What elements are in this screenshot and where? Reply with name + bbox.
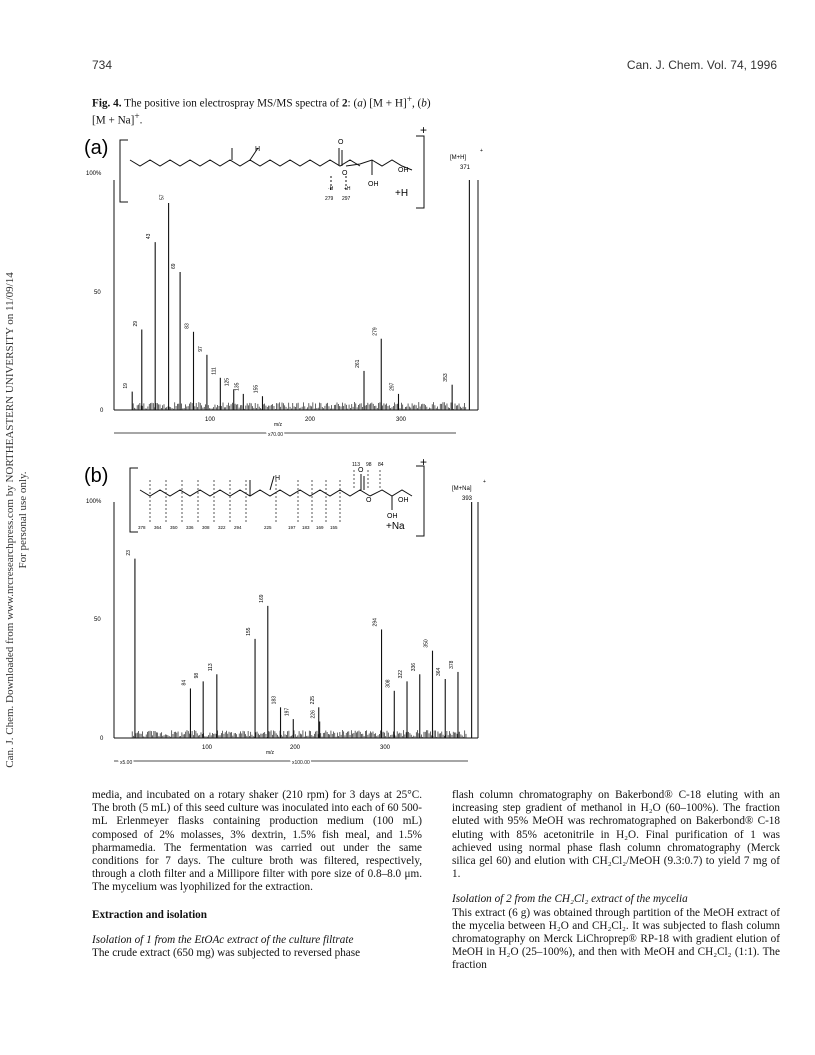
peak-label-169: 169 (258, 594, 265, 603)
structure-b-frag-350: 350 (170, 525, 178, 530)
peak-label-69: 69 (171, 263, 178, 269)
xtick-a-200: 200 (305, 417, 316, 423)
download-notice-line-2: For personal use only. (17, 471, 29, 569)
structure-a-fragment-297: 297 (342, 196, 351, 202)
peak-label-97: 97 (197, 346, 204, 352)
xtick-a-100: 100 (205, 417, 216, 423)
precursor-charge-b: + (483, 479, 486, 485)
body-right-paragraph-1: flash column chromatography on Bakerbond® C-18 eluting with an increasing step gradient of methanol in H₂O (60–100%). The fraction eluted with 95% MeOH was rechromatographed on Bakerbond® C-18 eluting with 85% acetonitrile in H₂O. Final purification of 1 was achieved using normal phase flash column chromatography (Merck silica gel 60) and elution with CH₂Cl₂/MeOH (9.3:0.7) to yield 7 mg of 1. (452, 789, 780, 881)
structure-b-bottom-fragments (138, 525, 338, 530)
xtick-b-200: 200 (290, 745, 301, 751)
peak-label-378: 378 (448, 660, 455, 669)
ytick-a-0: 0 (100, 408, 104, 414)
xtick-a-300: 300 (396, 417, 407, 423)
peak-label-23: 23 (125, 550, 132, 556)
structure-a-h-label: H (255, 146, 261, 153)
peak-label-155: 155 (253, 384, 260, 394)
peak-label-353: 353 (443, 373, 450, 382)
xtick-b-100: 100 (202, 745, 213, 751)
structure-b-carbonyl-o: O (358, 467, 364, 474)
caption-text-1: The positive ion electrospray MS/MS spectra of (124, 97, 340, 110)
page-number: 734 (92, 58, 113, 72)
structure-b-frag-98: 98 (366, 462, 372, 468)
download-notice (4, 200, 44, 840)
structure-a-charge: + (420, 123, 428, 137)
structure-b-frag-378: 378 (138, 525, 146, 530)
ytick-a-100: 100% (86, 171, 102, 177)
panel-label-b: (b) (84, 465, 109, 487)
structure-a-fragment-279: 279 (325, 196, 334, 202)
precursor-label-a: [M+H] (450, 155, 467, 161)
panel-label-a: (a) (84, 137, 109, 159)
xtick-b-300: 300 (380, 745, 391, 751)
ytick-b-50: 50 (94, 617, 101, 623)
xlabel-b: m/z (266, 750, 275, 756)
magnification-b-left: x5.00 (120, 760, 133, 766)
subheading-isolation-2: Isolation of 2 from the CH₂Cl₂ extract of the mycelia (452, 893, 688, 906)
magnification-a: x70.00 (268, 432, 284, 438)
peaks-a (123, 180, 469, 410)
peak-label-322: 322 (398, 670, 405, 679)
structure-b-frag-225: 225 (264, 525, 272, 530)
peak-label-57: 57 (159, 194, 166, 200)
download-notice-line-1: Can. J. Chem. Downloaded from www.nrcresearchpress.com by NORTHEASTERN UNIVERSITY on 11/09/14 (4, 272, 16, 768)
peak-label-135: 135 (234, 382, 241, 391)
ytick-b-100: 100% (86, 499, 102, 505)
caption-sup-1: + (406, 95, 412, 105)
caption-panel-b: b (421, 97, 427, 110)
peak-label-350: 350 (423, 639, 430, 648)
structure-a-h-transfer-1: ·H (328, 186, 334, 192)
body-left-paragraph-2: The crude extract (650 mg) was subjected to reversed phase (92, 947, 361, 960)
peak-label-83: 83 (184, 323, 191, 329)
structure-a-h-transfer-2: +H (344, 186, 351, 192)
peak-label-226: 226 (310, 710, 317, 719)
structure-b-ester-o: O (366, 497, 372, 504)
body-left-column (92, 789, 422, 960)
structure-a-oh-1: OH (398, 167, 409, 174)
precursor-mz-b: 393 (462, 496, 473, 502)
caption-text-7: . (139, 114, 143, 127)
structure-b-frag-364: 364 (154, 525, 162, 530)
structure-b-frag-294: 294 (234, 525, 242, 530)
caption-sup-2: + (134, 111, 140, 122)
peak-label-84: 84 (181, 679, 188, 686)
caption-compound: 2 (341, 97, 348, 110)
structure-b-frag-113: 113 (352, 462, 360, 468)
structure-a-oh-2: OH (368, 181, 379, 188)
peak-label-113: 113 (207, 663, 214, 672)
structure-b-frag-155: 155 (330, 525, 338, 530)
structure-b-plus-na: +Na (386, 521, 405, 532)
caption-panel-a: a (357, 97, 363, 110)
peak-label-308: 308 (385, 679, 392, 688)
peak-label-279: 279 (372, 327, 379, 336)
structure-b-oh-2: OH (387, 513, 398, 520)
structure-a (120, 136, 424, 208)
peak-label-261: 261 (355, 359, 362, 368)
structure-b-frag-197: 197 (288, 525, 296, 530)
structure-b-frag-84: 84 (378, 462, 384, 468)
baseline-noise-b (132, 730, 466, 738)
structure-b-frag-336: 336 (186, 525, 194, 530)
structure-a-ester-o: O (342, 170, 348, 177)
caption-text-2: : ( (347, 97, 358, 110)
ytick-a-50: 50 (94, 290, 101, 296)
spectrum-b (80, 450, 500, 770)
peak-label-98: 98 (194, 672, 201, 679)
structure-b-frag-308: 308 (202, 525, 210, 530)
peaks-b (126, 502, 472, 738)
peak-label-43: 43 (146, 233, 153, 240)
peak-label-197: 197 (284, 707, 291, 717)
peak-label-183: 183 (271, 695, 278, 705)
baseline-noise-a (133, 402, 466, 410)
peak-label-19: 19 (123, 383, 130, 389)
peak-label-294: 294 (372, 618, 379, 627)
peak-label-29: 29 (132, 320, 139, 327)
caption-text-4: , ( (411, 97, 422, 110)
structure-b-frag-183: 183 (302, 525, 310, 530)
spectrum-a (80, 120, 500, 450)
body-right-paragraph-2: This extract (6 g) was obtained through partition of the MeOH extract of the mycelia between H₂O and CH₂Cl₂. It was subjected to flash column chromatography on Merck LiChroprep® RP-18 with gradient elution of MeOH in H₂O (25–100%), and then with MeOH and CH₂Cl₂ (1:1). The fraction (452, 906, 780, 972)
caption-text-3: ) [M + H] (362, 97, 407, 110)
body-right-column (452, 789, 780, 973)
ytick-b-0: 0 (100, 736, 104, 742)
caption-text-6: [M + Na] (92, 114, 135, 127)
peak-label-336: 336 (410, 662, 417, 672)
subheading-isolation-1: Isolation of 1 from the EtOAc extract of the culture filtrate (92, 933, 354, 946)
structure-b-frag-169: 169 (316, 525, 324, 530)
peak-label-125: 125 (224, 377, 231, 387)
peak-label-225: 225 (309, 695, 316, 705)
body-left-paragraph-1: media, and incubated on a rotary shaker (210 rpm) for 3 days at 25°C. The broth (5 mL) of this seed culture was inoculated into each of 60 500-mL Erlenmeyer flasks containing production medium (100 mL) composed of 2% molasses, 3% dextrin, 1.5% fish meal, and 1.5% pharmamedia. The fermentation was carried out under the same conditions for 7 days. The culture broth was filtered, respectively, through a cloth filter and a Millipore filter with pore size of 0.8–8.0 μm. The mycelium was lyophilized for the extraction. (92, 789, 422, 894)
journal-running-head: Can. J. Chem. Vol. 74, 1996 (626, 58, 777, 72)
caption-text-5: ) (426, 97, 431, 110)
precursor-label-b: [M+Na] (452, 486, 472, 492)
peak-label-297: 297 (389, 382, 396, 391)
xlabel-a: m/z (274, 422, 283, 428)
structure-a-carbonyl-o: O (338, 139, 344, 146)
structure-b-oh-1: OH (398, 497, 409, 504)
magnification-b-right: x100.00 (292, 760, 310, 766)
structure-b-frag-322: 322 (218, 525, 226, 530)
cleavage-lines-b (150, 470, 380, 522)
peak-label-111: 111 (211, 367, 218, 375)
structure-a-plus-h: +H (395, 188, 409, 199)
structure-b-h-label: H (275, 475, 281, 482)
peak-label-155: 155 (246, 627, 253, 636)
section-heading-extraction: Extraction and isolation (92, 908, 207, 921)
precursor-charge-a: + (480, 148, 483, 154)
caption-label: Fig. 4. (92, 97, 122, 110)
structure-b-charge: + (420, 455, 428, 469)
peak-label-364: 364 (436, 667, 443, 676)
precursor-mz-a: 371 (460, 165, 471, 171)
